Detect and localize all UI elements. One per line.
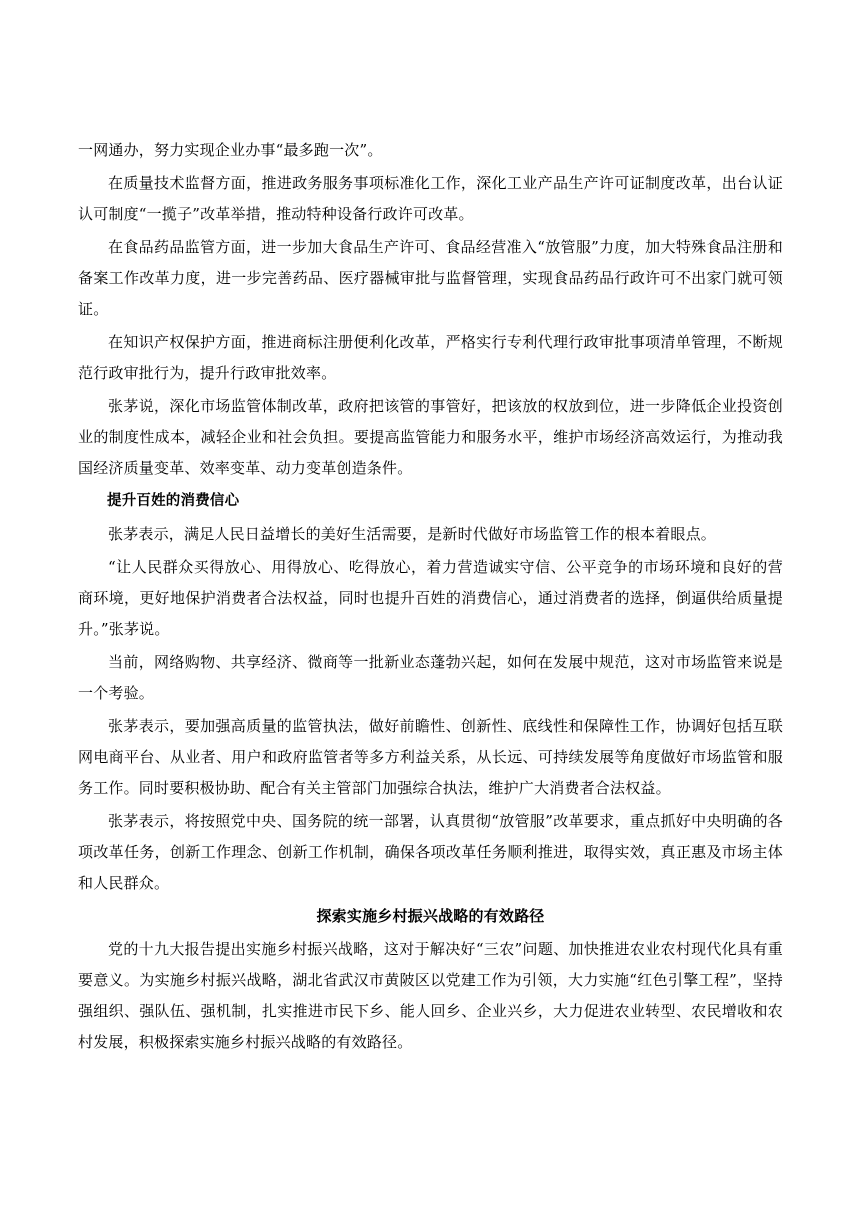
document-body	[78, 135, 783, 1060]
paragraph: 一网通办，努力实现企业办事“最多跑一次”。	[78, 141, 383, 159]
paragraph: 张茅说，深化市场监管体制改革，政府把该管的事管好，把该放的权放到位，进一步降低企业投资创业的制度性成本，减轻企业和社会负担。要提高监管能力和服务水平，维护市场经济高效运行，为推动我国经济质量变革、效率变革、动力变革创造条件。	[78, 397, 783, 477]
paragraph: 在质量技术监督方面，推进政务服务事项标准化工作，深化工业产品生产许可证制度改革，出台认证认可制度“一揽子”改革举措，推动特种设备行政许可改革。	[78, 174, 783, 223]
paragraph: 当前，网络购物、共享经济、微商等一批新业态蓬勃兴起，如何在发展中规范，这对市场监管来说是一个考验。	[78, 653, 783, 702]
article-title: 探索实施乡村振兴战略的有效路径	[316, 907, 545, 925]
paragraph: 张茅表示，将按照党中央、国务院的统一部署，认真贯彻“放管服”改革要求，重点抓好中央明确的各项改革任务，创新工作理念、创新工作机制，确保各项改革任务顺利推进，取得实效，真正惠及市场主体和人民群众。	[78, 812, 783, 892]
paragraph: 党的十九大报告提出实施乡村振兴战略，这对于解决好“三农”问题、加快推进农业农村现代化具有重要意义。为实施乡村振兴战略，湖北省武汉市黄陂区以党建工作为引领，大力实施“红色引擎工程”，坚持强组织、强队伍、强机制，扎实推进市民下乡、能人回乡、企业兴乡，大力促进农业转型、农民增收和农村发展，积极探索实施乡村振兴战略的有效路径。	[78, 940, 783, 1051]
paragraph: 张茅表示，满足人民日益增长的美好生活需要，是新时代做好市场监管工作的根本着眼点。	[108, 525, 717, 543]
paragraph: 在知识产权保护方面，推进商标注册便利化改革，严格实行专利代理行政审批事项清单管理，不断规范行政审批行为，提升行政审批效率。	[78, 333, 783, 382]
section-subheading: 提升百姓的消费信心	[107, 493, 240, 509]
paragraph: “让人民群众买得放心、用得放心、吃得放心，着力营造诚实守信、公平竞争的市场环境和良好的营商环境，更好地保护消费者合法权益，同时也提升百姓的消费信心，通过消费者的选择，倒逼供给质量提升。”张茅说。	[78, 558, 783, 638]
paragraph: 在食品药品监管方面，进一步加大食品生产许可、食品经营准入“放管服”力度，加大特殊食品注册和备案工作改革力度，进一步完善药品、医疗器械审批与监督管理，实现食品药品行政许可不出家门就可领证。	[78, 238, 783, 318]
paragraph: 张茅表示，要加强高质量的监管执法，做好前瞻性、创新性、底线性和保障性工作，协调好包括互联网电商平台、从业者、用户和政府监管者等多方利益关系，从长远、可持续发展等角度做好市场监管和服务工作。同时要积极协助、配合有关主管部门加强综合执法，维护广大消费者合法权益。	[78, 717, 783, 797]
